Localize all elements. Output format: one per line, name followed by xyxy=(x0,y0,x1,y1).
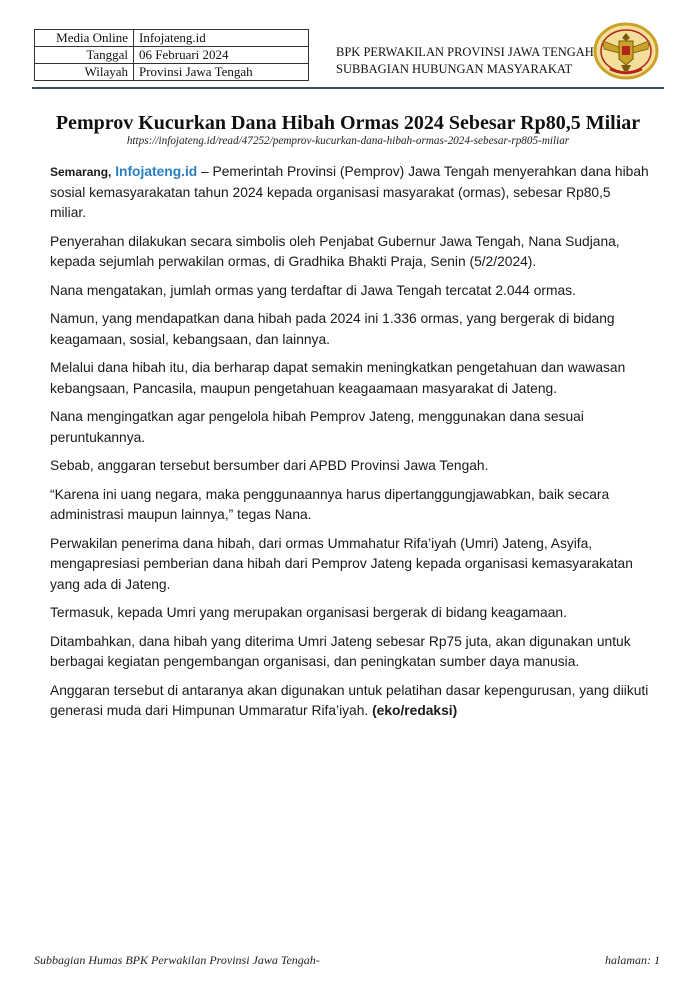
dateline-place: Semarang, xyxy=(50,165,112,179)
organization-name xyxy=(336,44,594,78)
region-label: Wilayah xyxy=(35,64,134,81)
date-value: 06 Februari 2024 xyxy=(134,47,309,64)
paragraph: Namun, yang mendapatkan dana hibah pada 2024 ini 1.336 ormas, yang bergerak di bidang keagamaan, sosial, kebangsaan, dan lainnya. xyxy=(50,311,615,347)
paragraph: Nana mengatakan, jumlah ormas yang terdaftar di Jawa Tengah tercatat 2.044 ormas. xyxy=(50,282,576,298)
lead-text: – Pemerintah Provinsi (Pemprov) Jawa Tengah menyerahkan dana hibah sosial kemasyarakatan tahun 2024 kepada organisasi masyarakat (ormas), sebesar Rp80,5 miliar. xyxy=(50,164,649,220)
article-title: Pemprov Kucurkan Dana Hibah Ormas 2024 Sebesar Rp80,5 Miliar xyxy=(55,112,641,134)
media-value: Infojateng.id xyxy=(134,30,309,47)
closing-paragraph xyxy=(50,681,650,722)
paragraph: Melalui dana hibah itu, dia berharap dapat semakin meningkatkan pengetahuan dan wawasan kebangsaan, Pancasila, maupun pengetahuan keagaamaan masyarakat di Jateng. xyxy=(50,360,626,396)
media-label: Media Online xyxy=(35,30,134,47)
paragraph: Penyerahan dilakukan secara simbolis oleh Penjabat Gubernur Jawa Tengah, Nana Sudjana, kepada sejumlah perwakilan ormas, di Gradhika Bhakti Praja, Senin (5/2/2024). xyxy=(50,233,620,269)
closing-text: Anggaran tersebut di antaranya akan digunakan untuk pelatihan dasar kepengurusan, yang diikuti generasi muda dari Himpunan Ummaratur Rifa’iyah. xyxy=(50,682,649,718)
date-row xyxy=(35,47,309,64)
paragraph: Termasuk, kepada Umri yang merupakan organisasi bergerak di bidang keagamaan. xyxy=(50,605,567,620)
author-signoff: (eko/redaksi) xyxy=(372,703,458,718)
paragraph: Perwakilan penerima dana hibah, dari ormas Ummahatur Rifa’iyah (Umri) Jateng, Asyifa, mengapresiasi pemberian dana hibah dari Pemprov Jateng kepada organisasi kemasyarakatan yang ada di Jateng. xyxy=(50,535,633,592)
header-divider xyxy=(32,87,664,89)
dateline-source: Infojateng.id xyxy=(115,164,198,179)
org-line-2: SUBBAGIAN HUBUNGAN MASYARAKAT xyxy=(336,62,573,76)
paragraph: Nana mengingatkan agar pengelola hibah Pemprov Jateng, menggunakan dana sesuai peruntukannya. xyxy=(50,409,584,445)
region-row xyxy=(35,64,309,81)
paragraph: Ditambahkan, dana hibah yang diterima Umri Jateng sebesar Rp75 juta, akan digunakan untuk berbagai kegiatan pengembangan organisasi, dan peningkatan sumber daya manusia. xyxy=(50,633,631,669)
page-number: halaman: 1 xyxy=(605,953,660,967)
date-label: Tanggal xyxy=(35,47,134,64)
org-line-1: BPK PERWAKILAN PROVINSI JAWA TENGAH xyxy=(336,45,594,59)
lead-paragraph xyxy=(50,162,650,224)
garuda-emblem-icon xyxy=(592,19,660,81)
paragraph: Sebab, anggaran tersebut bersumber dari APBD Provinsi Jawa Tengah. xyxy=(50,458,489,473)
media-row xyxy=(35,30,309,47)
article-url: https://infojateng.id/read/47252/pemprov-kucurkan-dana-hibah-ormas-2024-sebesar-rp805-miliar xyxy=(126,135,570,147)
media-info-table xyxy=(34,29,309,81)
article-body xyxy=(50,162,650,730)
quote-paragraph: “Karena ini uang negara, maka penggunaannya harus dipertanggungjawabkan, baik secara administrasi maupun lainnya,” tegas Nana. xyxy=(50,486,610,522)
footer-department: Subbagian Humas BPK Perwakilan Provinsi Jawa Tengah- xyxy=(34,953,320,967)
region-value: Provinsi Jawa Tengah xyxy=(134,64,309,81)
